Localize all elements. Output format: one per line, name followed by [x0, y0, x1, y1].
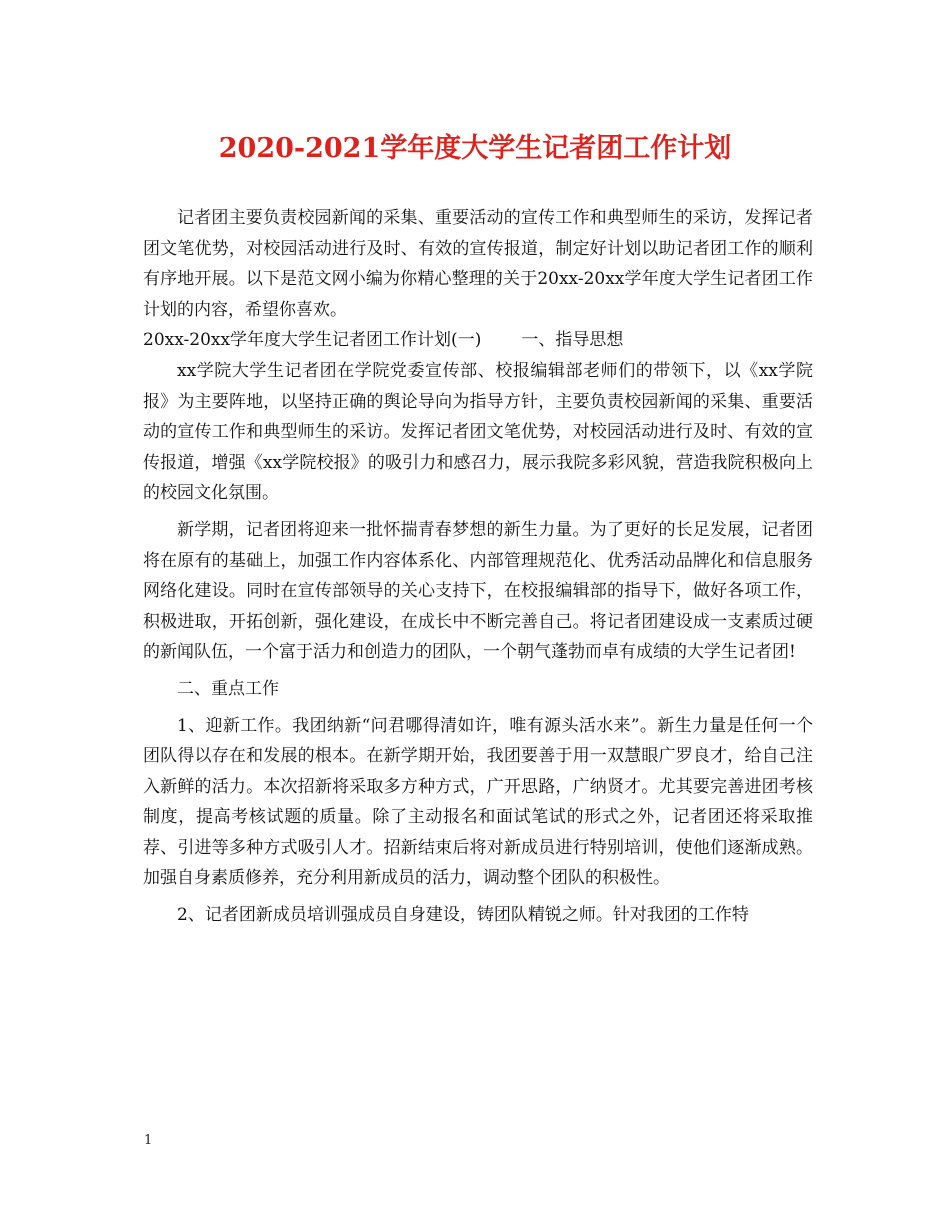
item-2-paragraph: 2、记者团新成员培训强成员自身建设，铸团队精锐之师。针对我团的工作特 — [177, 905, 749, 926]
plan-subtitle: 20xx-20xx学年度大学生记者团工作计划(一) — [143, 330, 482, 351]
item-1-paragraph: 1、迎新工作。我团纳新“问君哪得清如许，唯有源头活水来”。新生力量是任何一个团队得以存在和发展的根本。在新学期开始，我团要善于用一双慧眼广罗良才，给自己注入新鲜的活力。本次招新将采取多方种方式，广开思路，广纳贤才。尤其要完善进团考核制度，提高考核试题的质量。除了主动报名和面试笔试的形式之外，记者团还将采取推荐、引进等多种方式吸引人才。招新结束后将对新成员进行特别培训，使他们逐渐成熟。加强自身素质修养，充分利用新成员的活力，调动整个团队的积极性。 — [143, 715, 813, 889]
section1-paragraph-2: 新学期，记者团将迎来一批怀揣青春梦想的新生力量。为了更好的长足发展，记者团将在原有的基础上，加强工作内容体系化、内部管理规范化、优秀活动品牌化和信息服务网络化建设。同时在宣传部领导的关心支持下，在校报编辑部的指导下，做好各项工作，积极进取，开拓创新，强化建设，在成长中不断完善自己。将记者团建设成一支素质过硬的新闻队伍，一个富于活力和创造力的团队，一个朝气蓬勃而卓有成绩的大学生记者团! — [143, 519, 813, 663]
document-title: 2020-2021学年度大学生记者团工作计划 — [218, 133, 732, 164]
document-body — [143, 203, 813, 931]
page-number: 1 — [144, 1133, 153, 1148]
section2-heading: 二、重点工作 — [177, 678, 279, 699]
subtitle-line — [143, 325, 813, 356]
section1-paragraph-1: xx学院大学生记者团在学院党委宣传部、校报编辑部老师们的带领下，以《xx学院报》为主要阵地，以坚持正确的舆论导向为指导方针，主要负责校园新闻的采集、重要活动的宣传工作和典型师生的采访。发挥记者团文笔优势，对校园活动进行及时、有效的宣传报道，增强《xx学院校报》的吸引力和感召力，展示我院多彩风貌，营造我院积极向上的校园文化氛围。 — [143, 360, 813, 504]
intro-paragraph: 记者团主要负责校园新闻的采集、重要活动的宣传工作和典型师生的采访，发挥记者团文笔优势，对校园活动进行及时、有效的宣传报道，制定好计划以助记者团工作的顺利有序地开展。以下是范文网小编为你精心整理的关于20xx-20xx学年度大学生记者团工作计划的内容，希望你喜欢。 — [143, 208, 813, 320]
section1-heading: 一、指导思想 — [521, 330, 624, 351]
